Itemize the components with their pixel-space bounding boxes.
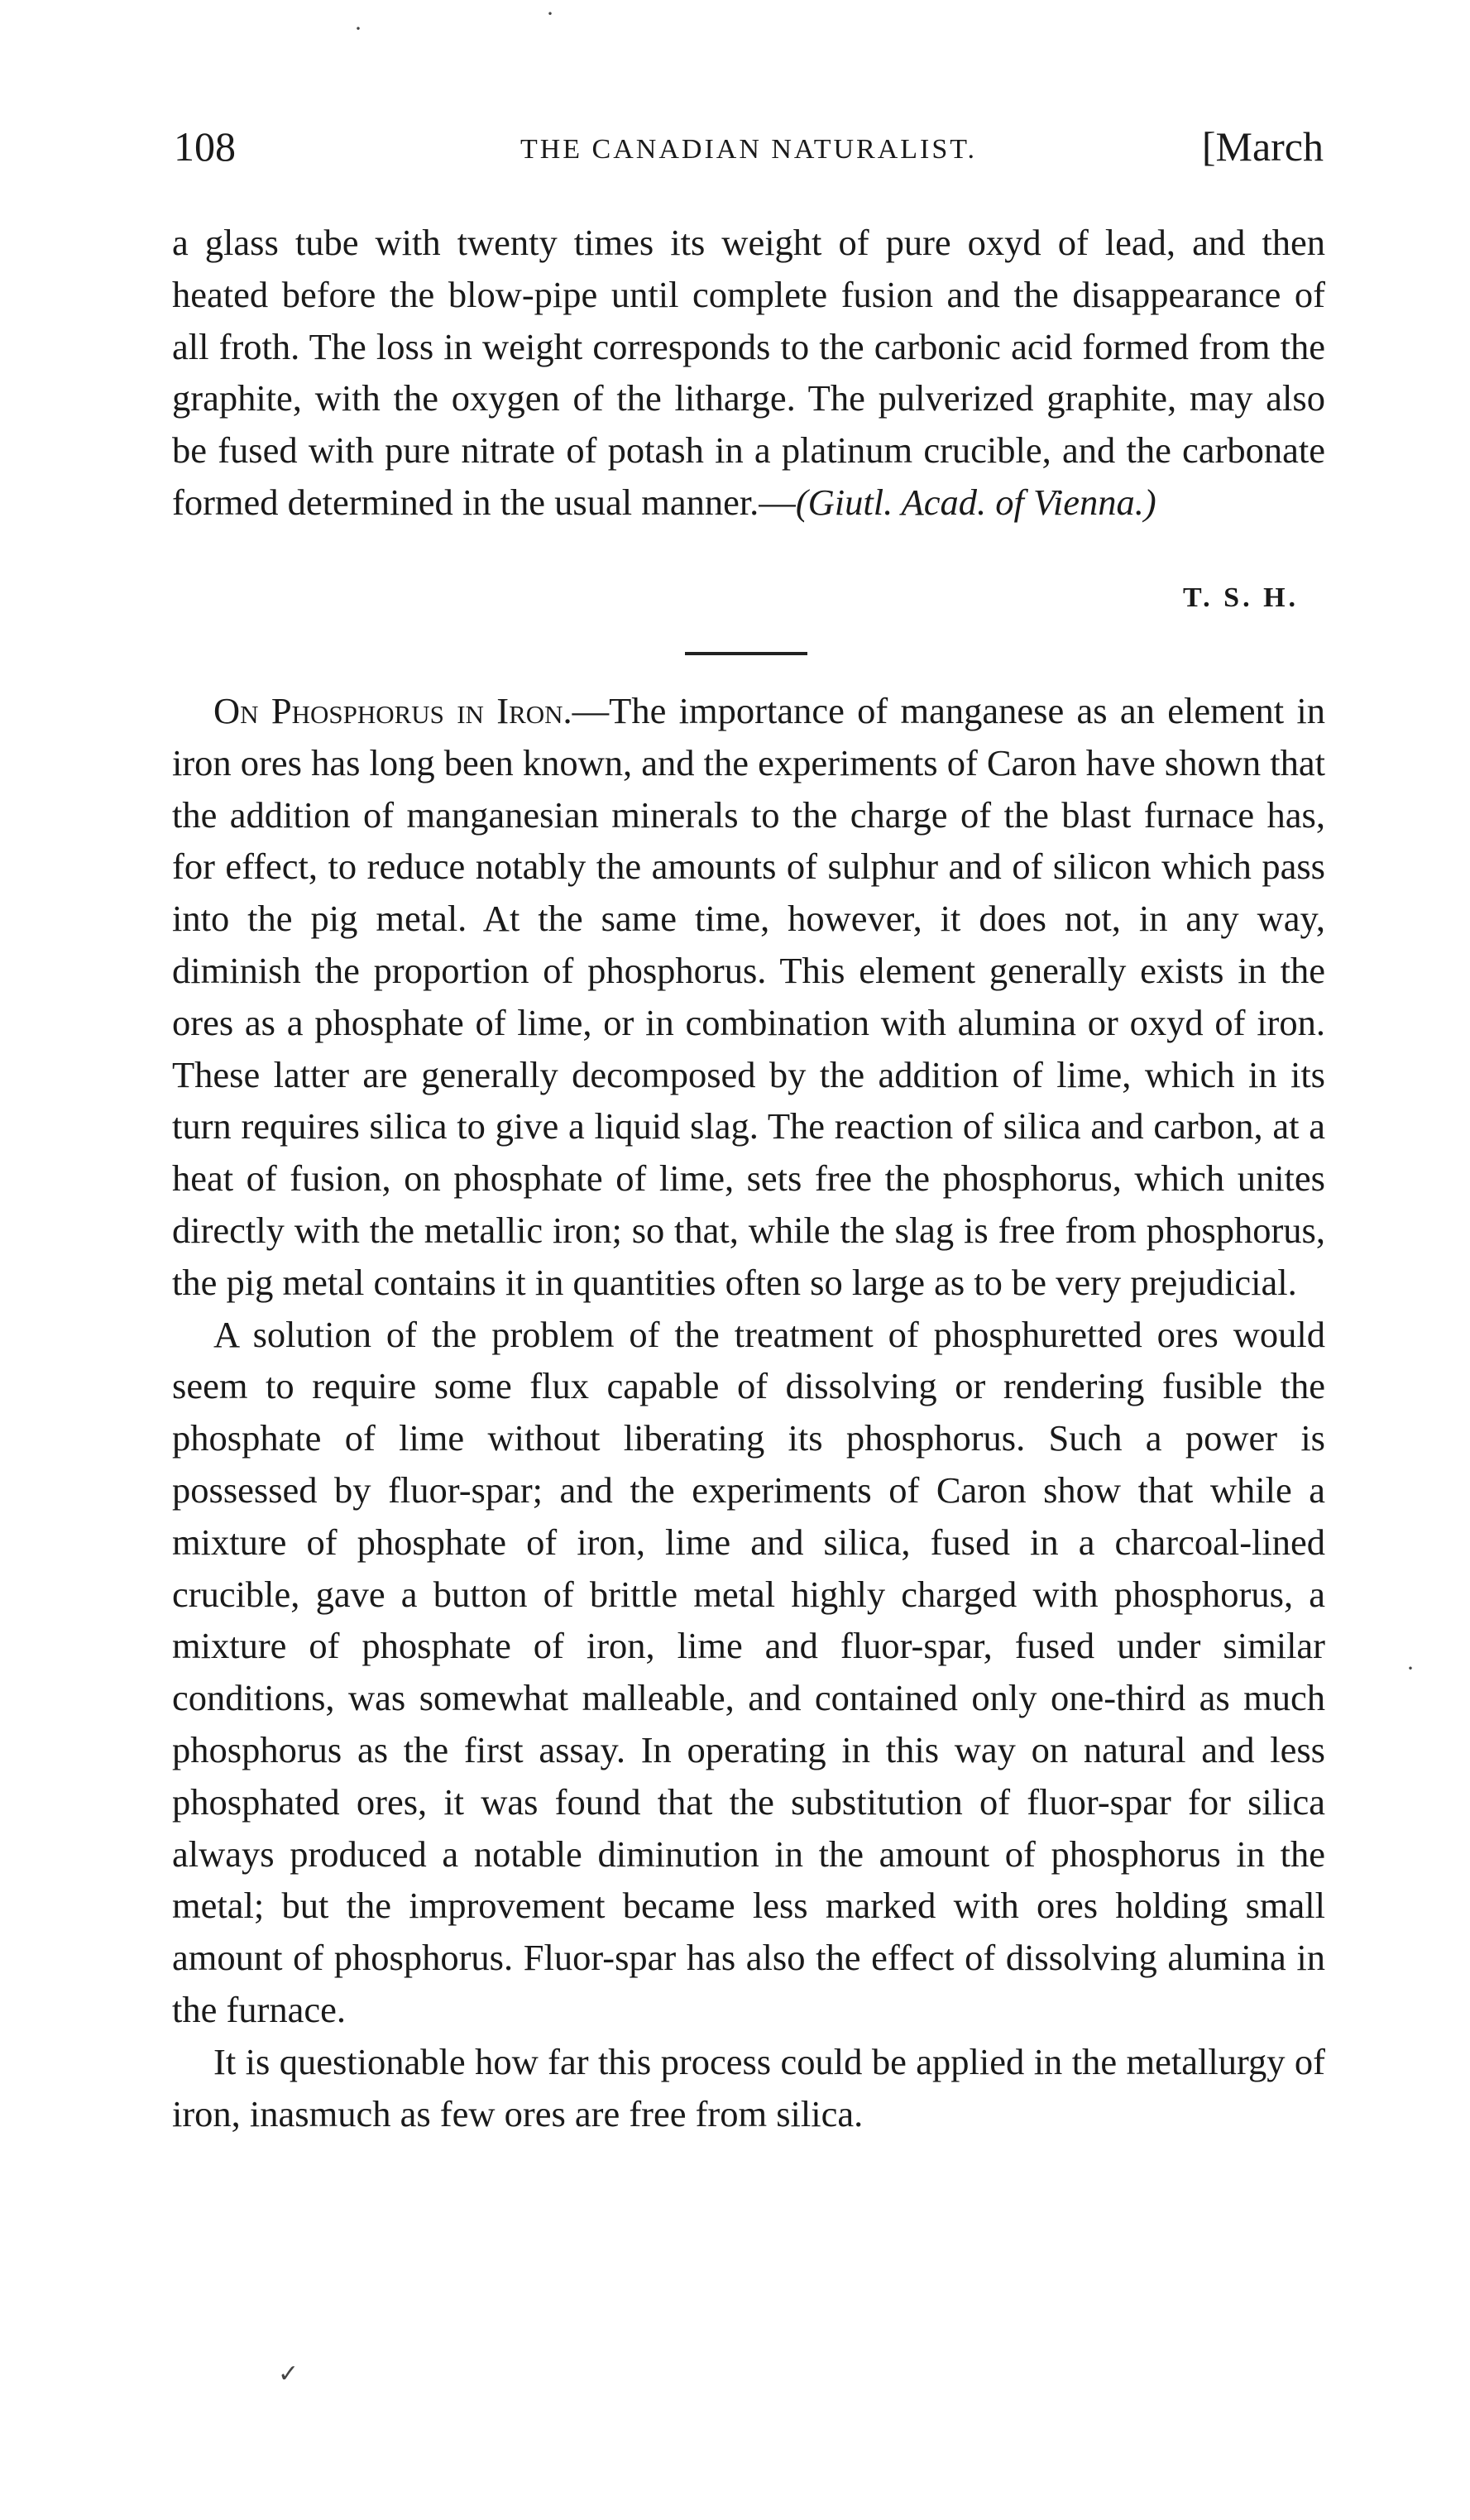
pencil-tick-mark: ✓ [278,2360,299,2388]
article-heading: On Phosphorus in Iron. [213,690,572,731]
section-divider [685,652,807,655]
page-number: 108 [174,123,236,170]
paragraph-text: —The importance of manganese as an element in iron ores has long been known, and the experiments of Caron have shown that the addition of manganesian minerals to the charge of the blast furnace has, for effect, to reduce notably the amounts of sulphur and of silicon which pass into the pig metal. At the same time, however, it does not, in any way, diminish the proportion of phosphorus. This element generally exists in the ores as a phosphate of lime, or in combination with alumina or oxyd of iron. These latter are generally decomposed by the addition of lime, which in its turn requires silica to give a liquid slag. The reaction of silica and carbon, at a heat of fusion, on phosphate of lime, sets free the phosphorus, which unites directly with the metallic iron; so that, while the slag is free from phosphorus, the pig metal contains it in quantities often so large as to be very prejudicial. [172,690,1325,1303]
continued-paragraph [172,217,1325,529]
running-header [174,122,1324,180]
article-phosphorus-in-iron [172,685,1325,2139]
running-month: [March [1201,123,1324,170]
citation: (Giutl. Acad. of Vienna.) [795,481,1156,523]
ink-speck: · [354,15,362,42]
author-initials: T. S. H. [1183,582,1300,613]
ink-speck: · [1406,1655,1415,1682]
ink-speck: · [546,0,554,27]
running-title: THE CANADIAN NATURALIST. [520,134,978,165]
continued-text: a glass tube with twenty times its weight of pure oxyd of lead, and then heated before the blow-pipe until complete fusion and the disappearance of all froth. The loss in weight corresponds to the carbonic acid formed from the graphite, with the oxygen of the litharge. The pulverized graphite, may also be fused with pure nitrate of potash in a platinum crucible, and the carbonate formed determined in the usual manner.— [172,222,1325,523]
article-paragraph [172,685,1325,1309]
article-paragraph: A solution of the problem of the treatment of phosphuretted ores would seem to require some flux capable of dissolving or rendering fusible the phosphate of lime without liberating its phosphorus. Such a power is possessed by fluor-spar; and the experiments of Caron show that while a mixture of phosphate of iron, lime and silica, fused in a charcoal-lined crucible, gave a button of brittle metal highly charged with phosphorus, a mixture of phosphate of iron, lime and fluor-spar, fused under similar conditions, was somewhat malleable, and contained only one-third as much phosphorus as the first assay. In operating in this way on natural and less phosphated ores, it was found that the substitution of fluor-spar for silica always produced a notable diminution in the amount of phosphorus in the metal; but the improvement became less marked with ores holding small amount of phosphorus. Fluor-spar has also the effect of dissolving alumina in the furnace. [172,1313,1325,2030]
article-paragraph: It is questionable how far this process could be applied in the metallurgy of iron, inasmuch as few ores are free from silica. [172,2040,1325,2134]
